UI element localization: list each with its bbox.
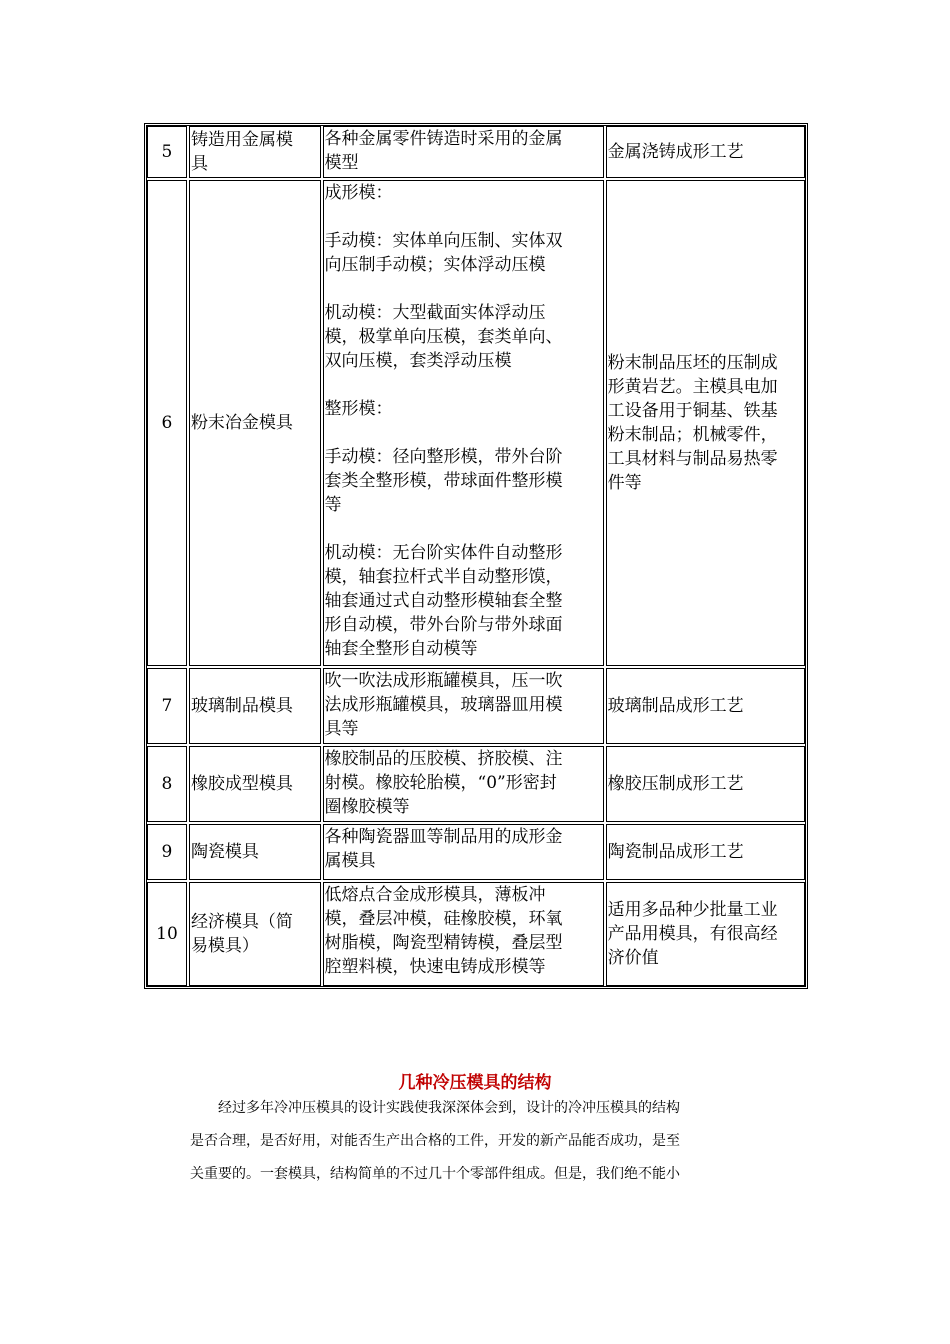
table-row: [147, 882, 805, 986]
mold-name-cell: [189, 668, 321, 744]
mold-description-cell: [323, 746, 604, 822]
mold-name-cell: [189, 746, 321, 822]
mold-description-cell: [323, 180, 604, 666]
paragraph-gap: [325, 517, 602, 541]
description-line: 属模具: [324, 851, 376, 871]
process-cell: [606, 180, 805, 666]
description-line: 双向压模，套类浮动压模: [324, 351, 512, 371]
description-line: 具等: [324, 719, 359, 739]
process-line: 粉末制品压坯的压制成: [607, 353, 778, 373]
process-cell: [606, 746, 805, 822]
process-line: 陶瓷制品成形工艺: [607, 842, 744, 862]
section-heading: 几种冷压模具的结构: [398, 1073, 552, 1093]
process-line: 适用多品种少批量工业: [607, 900, 778, 920]
process-line: 工设备用于铜基、铁基: [607, 401, 778, 421]
mold-name-line: 陶瓷模具: [190, 842, 259, 862]
process-cell: [606, 126, 805, 178]
table-row: [147, 824, 805, 880]
description-line: 等: [324, 495, 342, 515]
table-row: [147, 126, 805, 178]
description-line: 手动模：径向整形模，带外台阶: [324, 447, 563, 467]
process-line: 济价值: [607, 948, 659, 968]
row-number-cell: [147, 824, 187, 880]
process-line: 粉末制品；机械零件，: [607, 425, 778, 445]
description-line: 各种金属零件铸造时采用的金属: [324, 129, 563, 149]
row-number-cell: [147, 180, 187, 666]
row-number: 8: [161, 774, 173, 794]
row-number-cell: [147, 126, 187, 178]
mold-name-cell: [189, 180, 321, 666]
description-line: 向压制手动模；实体浮动压模: [324, 255, 546, 275]
row-number: 9: [161, 842, 173, 862]
process-cell: [606, 824, 805, 880]
description-line: 法成形瓶罐模具，玻璃器皿用模: [324, 695, 563, 715]
mold-name-cell: [189, 126, 321, 178]
row-number: 5: [161, 142, 173, 162]
paragraph-line: 关重要的。一套模具，结构简单的不过几十个零部件组成。但是，我们绝不能小: [190, 1166, 680, 1182]
paragraph-line: 是否合理，是否好用，对能否生产出合格的工件，开发的新产品能否成功，是至: [190, 1133, 680, 1149]
description-line: 各种陶瓷器皿等制品用的成形金: [324, 827, 563, 847]
description-line: 模，极掌单向压模，套类单向、: [324, 327, 563, 347]
mold-name-cell: [189, 882, 321, 986]
process-line: 产品用模具，有很高经: [607, 924, 778, 944]
table-row: [147, 668, 805, 744]
description-line: 手动模：实体单向压制、实体双: [324, 231, 563, 251]
paragraph-gap: [325, 373, 602, 397]
body-paragraph: [190, 1092, 750, 1191]
description-line: 形自动模，带外台阶与带外球面: [324, 615, 563, 635]
mold-name-line: 玻璃制品模具: [190, 696, 293, 716]
description-line: 成形模：: [324, 183, 393, 203]
mold-name-cell: [189, 824, 321, 880]
paragraph-gap: [325, 277, 602, 301]
mold-description-cell: [323, 882, 604, 986]
description-line: 圈橡胶模等: [324, 797, 410, 817]
process-line: 件等: [607, 473, 642, 493]
mold-name-line: 橡胶成型模具: [190, 774, 293, 794]
table-row: [147, 180, 805, 666]
row-number-cell: [147, 668, 187, 744]
description-line: 机动模：无台阶实体件自动整形: [324, 543, 563, 563]
description-line: 轴套通过式自动整形模轴套全整: [324, 591, 563, 611]
row-number: 7: [161, 696, 173, 716]
table-body: [147, 126, 805, 986]
description-line: 射模。橡胶轮胎模，“0”形密封: [324, 773, 557, 793]
description-line: 模，叠层冲模，硅橡胶模，环氧: [324, 909, 563, 929]
mold-name-line: 具: [190, 154, 208, 174]
process-line: 玻璃制品成形工艺: [607, 696, 744, 716]
process-line: 金属浇铸成形工艺: [607, 142, 744, 162]
row-number: 10: [156, 924, 178, 944]
mold-name-line: 粉末冶金模具: [190, 413, 293, 433]
description-line: 套类全整形模，带球面件整形模: [324, 471, 563, 491]
mold-description-cell: [323, 126, 604, 178]
mold-name-line: 铸造用金属模: [190, 130, 293, 150]
mold-description-cell: [323, 668, 604, 744]
mold-description-cell: [323, 824, 604, 880]
paragraph-gap: [325, 421, 602, 445]
description-line: 腔塑料模，快速电铸成形模等: [324, 957, 546, 977]
description-line: 轴套全整形自动模等: [324, 639, 478, 659]
description-line: 整形模：: [324, 399, 393, 419]
description-line: 树脂模，陶瓷型精铸模，叠层型: [324, 933, 563, 953]
mold-name-line: 易模具）: [190, 936, 259, 956]
process-cell: [606, 668, 805, 744]
paragraph-line: 经过多年冷冲压模具的设计实践使我深深体会到，设计的冷冲压模具的结构: [190, 1100, 680, 1116]
row-number-cell: [147, 882, 187, 986]
description-line: 机动模：大型截面实体浮动压: [324, 303, 546, 323]
description-line: 低熔点合金成形模具，薄板冲: [324, 885, 546, 905]
table-row: [147, 746, 805, 822]
mold-types-table: [144, 123, 808, 989]
process-cell: [606, 882, 805, 986]
process-line: 橡胶压制成形工艺: [607, 774, 744, 794]
row-number: 6: [161, 413, 173, 433]
paragraph-gap: [325, 205, 602, 229]
process-line: 形黄岩艺。主模具电加: [607, 377, 778, 397]
description-line: 吹一吹法成形瓶罐模具，压一吹: [324, 671, 563, 691]
row-number-cell: [147, 746, 187, 822]
mold-name-line: 经济模具（简: [190, 912, 293, 932]
description-line: 模型: [324, 153, 359, 173]
description-line: 模，轴套拉杆式半自动整形馍，: [324, 567, 563, 587]
description-line: 橡胶制品的压胶模、挤胶模、注: [324, 749, 563, 769]
process-line: 工具材料与制品易热零: [607, 449, 778, 469]
